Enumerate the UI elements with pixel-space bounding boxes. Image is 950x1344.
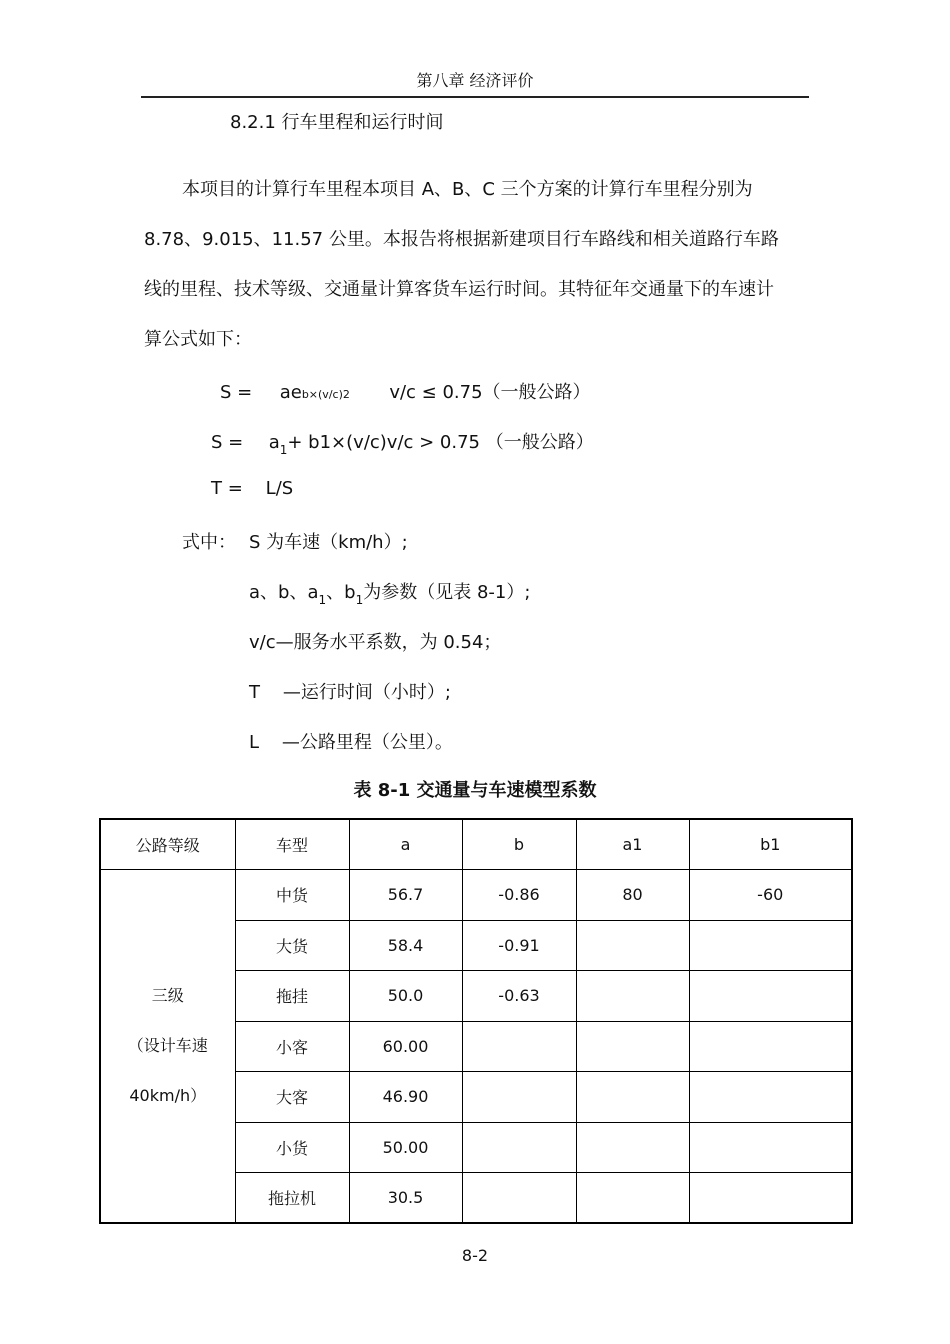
table-cell [576, 1173, 689, 1224]
table-cell [462, 1021, 576, 1072]
params-subscript-1: 1 [318, 593, 327, 607]
grade-cell [100, 870, 235, 1224]
table-cell: 50.0 [349, 971, 462, 1022]
paragraph-line-2: 8.78、9.015、11.57 公里。本报告将根据新建项目行车路线和相关道路行车路 [144, 229, 779, 250]
header-divider [141, 96, 809, 98]
header-road-grade: 公路等级 [100, 819, 235, 870]
table-cell: -60 [689, 870, 852, 921]
formula-2-lhs: S = [211, 432, 244, 453]
formula-3: T = L/S [211, 478, 294, 499]
header-vehicle-type: 车型 [235, 819, 349, 870]
table-cell [576, 971, 689, 1022]
table-cell: 60.00 [349, 1021, 462, 1072]
table-cell: 中货 [235, 870, 349, 921]
formula-1 [220, 378, 591, 404]
table-cell: -0.91 [462, 920, 576, 971]
header-b1: b1 [689, 819, 852, 870]
section-title: 8.2.1 行车里程和运行时间 [230, 112, 444, 133]
table-header-row [100, 819, 852, 870]
formula-2-rest: + b1×(v/c)v/c > 0.75 （一般公路） [287, 432, 594, 453]
params-mid: 、b [326, 582, 356, 603]
paragraph-line-4: 算公式如下： [144, 329, 252, 350]
table-cell [689, 971, 852, 1022]
table-cell: 拖挂 [235, 971, 349, 1022]
table-cell: 大客 [235, 1072, 349, 1123]
table-cell: 50.00 [349, 1122, 462, 1173]
definition-s: S 为车速（km/h）; [249, 532, 408, 553]
table-cell [576, 1122, 689, 1173]
formula-1-base: ae [279, 382, 302, 403]
table-cell: 58.4 [349, 920, 462, 971]
table-cell [576, 920, 689, 971]
table-cell: 拖拉机 [235, 1173, 349, 1224]
table-cell: 56.7 [349, 870, 462, 921]
paragraph-line-1: 本项目的计算行车里程本项目 A、B、C 三个方案的计算行车里程分别为 [182, 179, 753, 200]
formula-2 [211, 428, 594, 457]
table-cell [689, 1072, 852, 1123]
params-end: 为参数（见表 8-1）; [363, 582, 531, 603]
table-cell [689, 1122, 852, 1173]
table-cell [576, 1021, 689, 1072]
formula-1-condition: v/c ≤ 0.75（一般公路） [389, 382, 591, 403]
page-number: 8-2 [461, 1246, 489, 1265]
formula-1-lhs: S = [220, 382, 253, 403]
table-cell: 46.90 [349, 1072, 462, 1123]
table-cell [576, 1072, 689, 1123]
formula-2-a: a [268, 432, 280, 453]
header-a1: a1 [576, 819, 689, 870]
table-cell: -0.86 [462, 870, 576, 921]
grade-line-1: 三级 [151, 986, 184, 1005]
table-cell: 大货 [235, 920, 349, 971]
table-caption: 表 8-1 交通量与车速模型系数 [353, 780, 597, 801]
chapter-header: 第八章 经济评价 [416, 71, 534, 90]
header-a: a [349, 819, 462, 870]
table-cell [462, 1173, 576, 1224]
table-row [100, 870, 852, 921]
table-cell [689, 1021, 852, 1072]
header-b: b [462, 819, 576, 870]
definition-vc: v/c—服务水平系数，为 0.54； [249, 632, 502, 653]
table-cell [462, 1072, 576, 1123]
table-cell: 小货 [235, 1122, 349, 1173]
definition-l: L —公路里程（公里）。 [249, 732, 453, 753]
params-prefix: a、b、a [249, 582, 319, 603]
formula-1-exponent: b×(v/c)2 [301, 388, 350, 401]
table-cell [462, 1122, 576, 1173]
grade-line-3: 40km/h） [129, 1086, 207, 1105]
coefficient-table [99, 818, 853, 1224]
formula-2-subscript: 1 [279, 443, 288, 457]
table-cell: -0.63 [462, 971, 576, 1022]
grade-line-2: （设计车速 [127, 1036, 208, 1055]
table-cell [689, 920, 852, 971]
table-cell [689, 1173, 852, 1224]
definition-intro: 式中： [182, 532, 236, 553]
definition-params [249, 578, 531, 607]
table-cell: 80 [576, 870, 689, 921]
table-cell: 30.5 [349, 1173, 462, 1224]
paragraph-line-3: 线的里程、技术等级、交通量计算客货车运行时间。其特征年交通量下的车速计 [144, 279, 774, 300]
definition-t: T —运行时间（小时）; [249, 682, 451, 703]
table-cell: 小客 [235, 1021, 349, 1072]
params-subscript-2: 1 [355, 593, 364, 607]
